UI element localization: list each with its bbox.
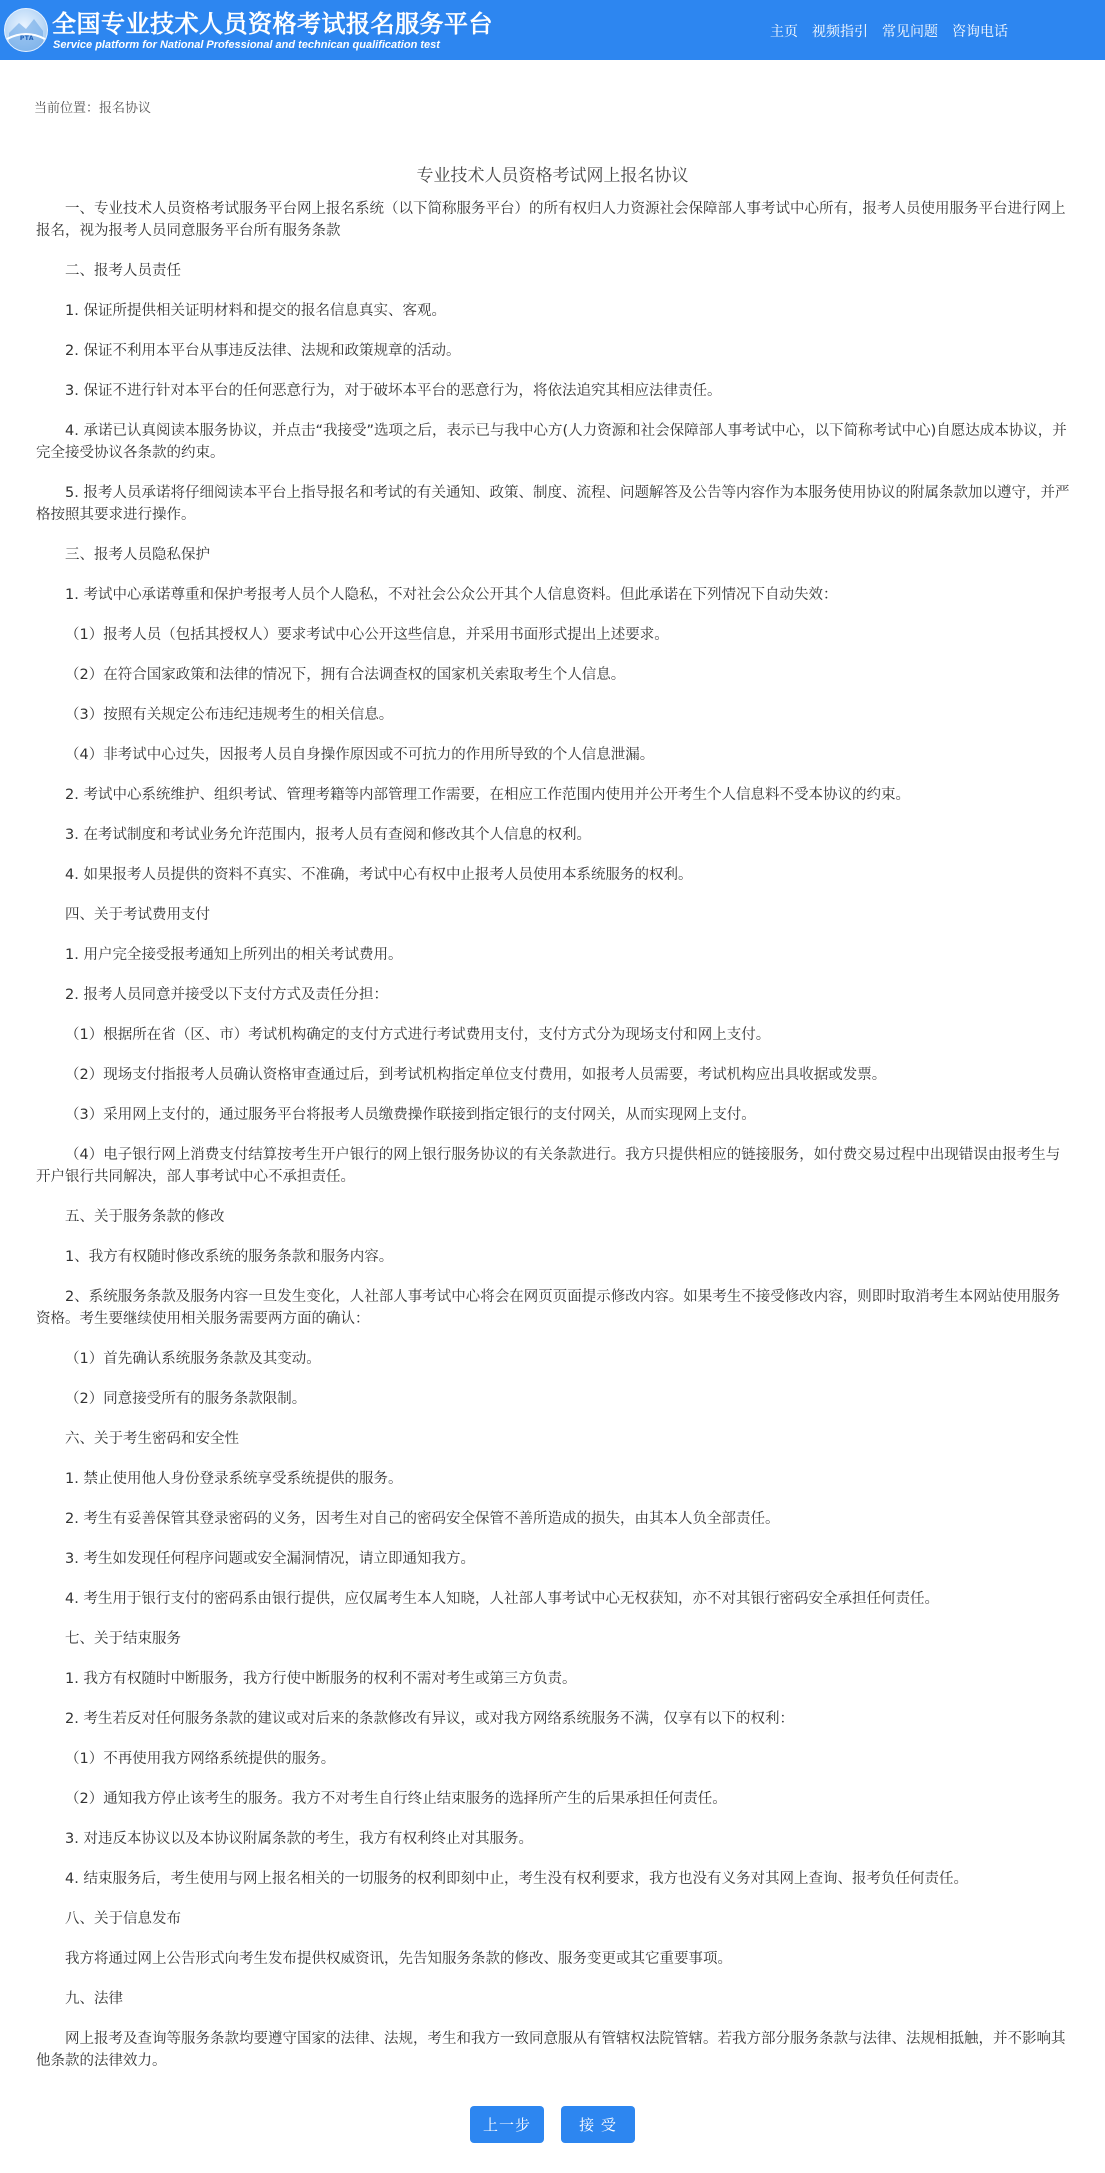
header-bar: [0, 0, 1105, 60]
agreement-paragraph: 1. 考试中心承诺尊重和保护考报考人员个人隐私，不对社会公众公开其个人信息资料。但此承诺在下列情况下自动失效：: [65, 587, 838, 603]
agreement-paragraph: （4）电子银行网上消费支付结算按考生开户银行的网上银行服务协议的有关条款进行。我方只提供相应的链接服务，如付费交易过程中出现错误由报考生与开户银行共同解决，部人事考试中心不承担责任。: [36, 1147, 1061, 1185]
agreement-paragraph: 4. 如果报考人员提供的资料不真实、不准确，考试中心有权中止报考人员使用本系统服务的权利。: [65, 867, 693, 883]
agreement-paragraph: 4. 考生用于银行支付的密码系由银行提供，应仅属考生本人知晓，人社部人事考试中心无权获知，亦不对其银行密码安全承担任何责任。: [65, 1591, 939, 1607]
site-subtitle: Service platform for National Professional and technican qualification test: [53, 39, 440, 51]
nav-home-link[interactable]: 主页: [770, 24, 798, 40]
agreement-paragraph: 3. 对违反本协议以及本协议附属条款的考生，我方有权利终止对其服务。: [65, 1831, 533, 1847]
top-nav: [770, 21, 1022, 41]
agreement-paragraph: （1）报考人员（包括其授权人）要求考试中心公开这些信息，并采用书面形式提出上述要求。: [65, 627, 669, 643]
agreement-paragraph: 1、我方有权随时修改系统的服务条款和服务内容。: [65, 1249, 394, 1265]
agreement-paragraph: （4）非考试中心过失，因报考人员自身操作原因或不可抗力的作用所导致的个人信息泄漏。: [65, 747, 655, 763]
nav-video-guide-link[interactable]: 视频指引: [812, 24, 868, 40]
breadcrumb: [34, 97, 151, 116]
pta-logo-icon: [4, 8, 48, 52]
agreement-paragraph: 2. 考生若反对任何服务条款的建议或对后来的条款修改有异议，或对我方网络系统服务不满，仅享有以下的权利：: [65, 1711, 794, 1727]
agreement-paragraph: 一、专业技术人员资格考试服务平台网上报名系统（以下简称服务平台）的所有权归人力资源社会保障部人事考试中心所有，报考人员使用服务平台进行网上报名，视为报考人员同意服务平台所有服务条款: [36, 201, 1066, 239]
agreement-paragraph: 2. 保证不利用本平台从事违反法律、法规和政策规章的活动。: [65, 343, 461, 359]
breadcrumb-current: 报名协议: [99, 101, 152, 116]
breadcrumb-label: 当前位置：: [34, 101, 100, 116]
agreement-paragraph: 1. 用户完全接受报考通知上所列出的相关考试费用。: [65, 947, 403, 963]
agreement-paragraph: （2）通知我方停止该考生的服务。我方不对考生自行终止结束服务的选择所产生的后果承担任何责任。: [65, 1791, 727, 1807]
agreement-paragraph: 我方将通过网上公告形式向考生发布提供权威资讯，先告知服务条款的修改、服务变更或其它重要事项。: [65, 1951, 732, 1967]
agreement-paragraph: （3）采用网上支付的，通过服务平台将报考人员缴费操作联接到指定银行的支付网关，从而实现网上支付。: [65, 1107, 756, 1123]
agreement-paragraph: 2. 报考人员同意并接受以下支付方式及责任分担：: [65, 987, 388, 1003]
agreement-paragraph: 网上报考及查询等服务条款均要遵守国家的法律、法规，考生和我方一致同意服从有管辖权法院管辖。若我方部分服务条款与法律、法规相抵触，并不影响其他条款的法律效力。: [36, 2031, 1066, 2069]
agreement-paragraph: 八、关于信息发布: [65, 1911, 181, 1927]
agreement-paragraph: 4. 承诺已认真阅读本服务协议，并点击“我接受”选项之后，表示已与我中心方(人力资源和社会保障部人事考试中心，以下简称考试中心)自愿达成本协议，并完全接受协议各条款的约束。: [36, 423, 1067, 461]
agreement-paragraph: 1. 保证所提供相关证明材料和提交的报名信息真实、客观。: [65, 303, 446, 319]
agreement-paragraph: 3. 考生如发现任何程序问题或安全漏洞情况，请立即通知我方。: [65, 1551, 475, 1567]
action-buttons: [0, 2106, 1105, 2144]
agreement-paragraph: 4. 结束服务后，考生使用与网上报名相关的一切服务的权利即刻中止，考生没有权利要求，我方也没有义务对其网上查询、报考负任何责任。: [65, 1871, 968, 1887]
agreement-paragraph: （1）不再使用我方网络系统提供的服务。: [65, 1751, 336, 1767]
agreement-paragraph: （1）根据所在省（区、市）考试机构确定的支付方式进行考试费用支付，支付方式分为现场支付和网上支付。: [65, 1027, 771, 1043]
nav-faq-link[interactable]: 常见问题: [882, 24, 938, 40]
agreement-paragraph: （2）在符合国家政策和法律的情况下，拥有合法调查权的国家机关索取考生个人信息。: [65, 667, 626, 683]
prev-step-button[interactable]: 上一步: [470, 2106, 544, 2143]
agreement-paragraph: （2）同意接受所有的服务条款限制。: [65, 1391, 307, 1407]
agreement-paragraph: 六、关于考生密码和安全性: [65, 1431, 239, 1447]
agreement-paragraph: 二、报考人员责任: [65, 263, 181, 279]
agreement-paragraph: 七、关于结束服务: [65, 1631, 181, 1647]
agreement-paragraph: 三、报考人员隐私保护: [65, 547, 210, 563]
agreement-paragraph: 2、系统服务条款及服务内容一旦发生变化，人社部人事考试中心将会在网页页面提示修改内容。如果考生不接受修改内容，则即时取消考生本网站使用服务资格。考生要继续使用相关服务需要两方面的确认：: [36, 1289, 1061, 1327]
agreement-paragraph: 3. 保证不进行针对本平台的任何恶意行为，对于破坏本平台的恶意行为，将依法追究其相应法律责任。: [65, 383, 722, 399]
agreement-paragraph: 五、关于服务条款的修改: [65, 1209, 225, 1225]
agreement-paragraph: 四、关于考试费用支付: [65, 907, 210, 923]
agreement-title: 专业技术人员资格考试网上报名协议: [416, 166, 689, 186]
site-title: 全国专业技术人员资格考试报名服务平台: [52, 10, 493, 38]
agreement-paragraph: 5. 报考人员承诺将仔细阅读本平台上指导报名和考试的有关通知、政策、制度、流程、问题解答及公告等内容作为本服务使用协议的附属条款加以遵守，并严格按照其要求进行操作。: [36, 485, 1070, 523]
agreement-paragraph: 九、法律: [65, 1991, 123, 2007]
agreement-paragraph: 1. 我方有权随时中断服务，我方行使中断服务的权利不需对考生或第三方负责。: [65, 1671, 577, 1687]
logo-text: PTA: [19, 35, 35, 42]
agreement-paragraph: （2）现场支付指报考人员确认资格审查通过后，到考试机构指定单位支付费用，如报考人员需要，考试机构应出具收据或发票。: [65, 1067, 887, 1083]
nav-hotline-link[interactable]: 咨询电话: [952, 24, 1008, 40]
agreement-paragraph: 2. 考生有妥善保管其登录密码的义务，因考生对自己的密码安全保管不善所造成的损失，由其本人负全部责任。: [65, 1511, 780, 1527]
agreement-paragraph: （3）按照有关规定公布违纪违规考生的相关信息。: [65, 707, 394, 723]
accept-button[interactable]: 接 受: [561, 2106, 635, 2143]
agreement-paragraph: 3. 在考试制度和考试业务允许范围内，报考人员有查阅和修改其个人信息的权利。: [65, 827, 591, 843]
agreement-paragraph: 1. 禁止使用他人身份登录系统享受系统提供的服务。: [65, 1471, 403, 1487]
agreement-content: [36, 198, 1074, 2072]
agreement-paragraph: 2. 考试中心系统维护、组织考试、管理考籍等内部管理工作需要，在相应工作范围内使用并公开考生个人信息料不受本协议的约束。: [65, 787, 910, 803]
agreement-paragraph: （1）首先确认系统服务条款及其变动。: [65, 1351, 321, 1367]
